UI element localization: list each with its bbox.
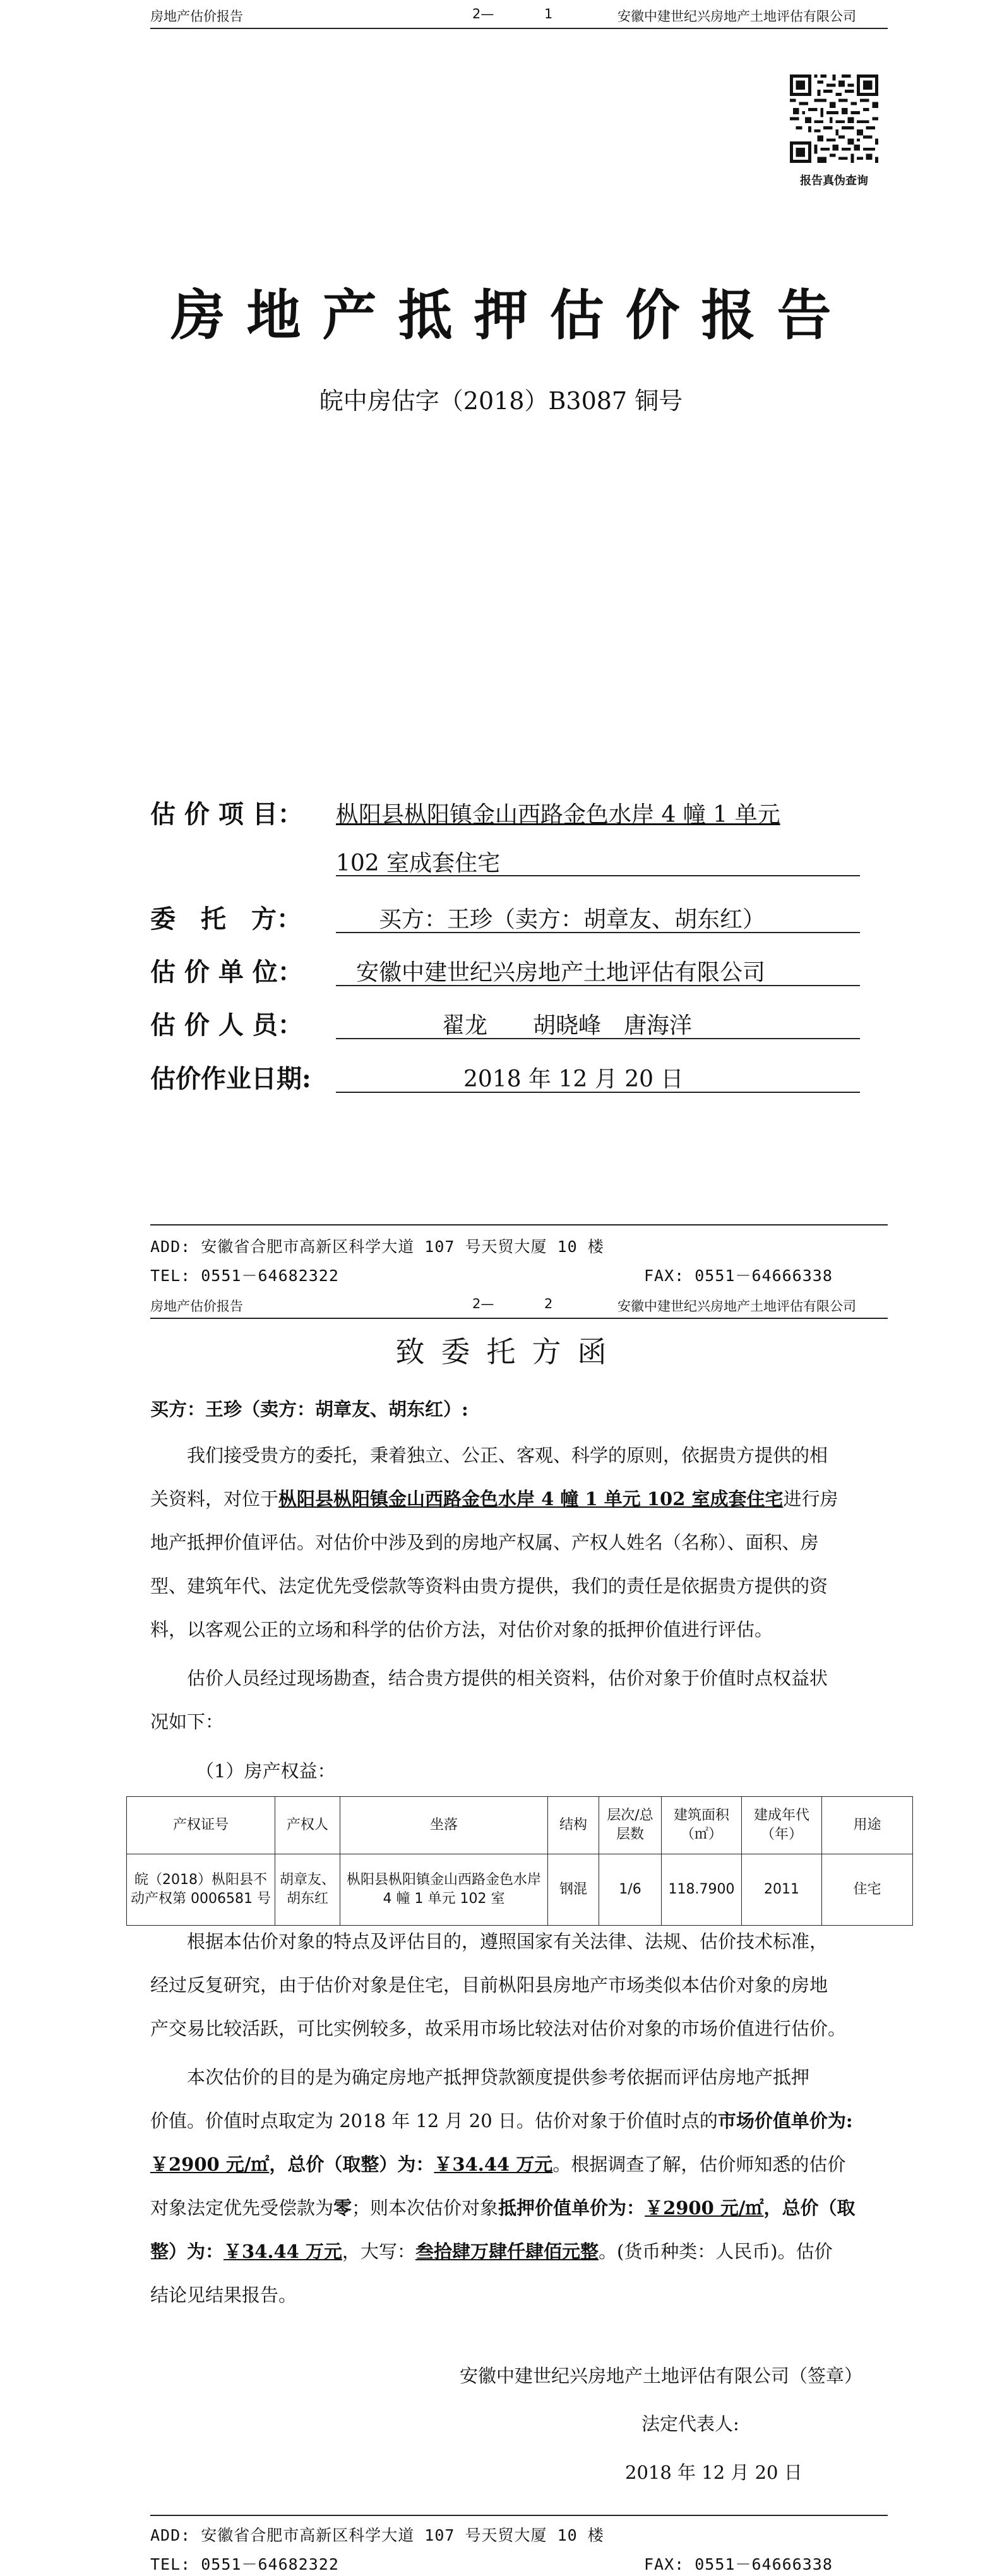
salutation: 买方：王珍（卖方：胡章友、胡东红）: [150,1398,468,1420]
header-rule [150,28,888,29]
p1-line2-c: 进行房 [783,1488,838,1510]
amount-in-words: 叁拾肆万肆仟肆佰元整 [415,2241,599,2262]
p4-line1: 本次估价的目的是为确定房地产抵押贷款额度提供参考依据而评估房地产抵押 [187,2066,810,2088]
p2-line1: 估价人员经过现场勘查，结合贵方提供的相关资料，估价对象于价值时点权益状 [187,1667,828,1689]
table-header-cell: 产权人 [275,1797,340,1854]
p2-line2: 况如下： [150,1711,224,1732]
project-value-line1: 枞阳县枞阳镇金山西路金色水岸 4 幢 1 单元 [336,802,780,828]
footer-rule [150,2515,888,2516]
p1-line3: 地产抵押价值评估。对估价中涉及到的房地产权属、产权人姓名（名称）、面积、房 [150,1532,819,1553]
p4-line5 [150,2230,888,2274]
table-cell: 住宅 [822,1854,913,1926]
report-title: 房地产抵押估价报告 [170,283,853,347]
table-header-row [127,1797,913,1854]
priority-payment-value: 零 [333,2197,352,2219]
project-underline [336,875,860,876]
p4-line6: 结论见结果报告。 [150,2284,297,2306]
p3-line2: 经过反复研究，由于估价对象是住宅，目前枞阳县房地产市场类似本估价对象的房地 [150,1974,828,1996]
p3-line1: 根据本估价对象的特点及评估目的，遵照国家有关法律、法规、估价技术标准， [187,1931,828,1952]
p1-line2 [150,1477,888,1521]
signature-date: 2018 年 12 月 20 日 [625,2462,802,2483]
table-cell: 钢混 [548,1854,599,1926]
p1-line5: 料，以客观公正的立场和科学的估价方法，对估价对象的抵押价值进行评估。 [150,1619,773,1640]
footer-address: ADD: 安徽省合肥市高新区科学大道 107 号天贸大厦 10 楼 [150,1237,604,1256]
p4-line2-a: 价值。价值时点取定为 2018 年 12 月 20 日。估价对象于价值时点的 [150,2110,718,2132]
legal-representative: 法定代表人: [641,2413,739,2435]
appraisers-value: 翟龙 胡晓峰 唐海洋 [442,1013,693,1039]
header-left-text: 房地产估价报告 [150,9,243,24]
org-label: 估 价 单 位： [150,957,303,987]
mortgage-total-label-cont: 整）为： [150,2241,224,2262]
table-cell: 枞阳县枞阳镇金山西路金色水岸 4 幢 1 单元 102 室 [340,1854,548,1926]
p4-line5-e: 。(货币种类：人民币)。估价 [598,2241,833,2262]
header-left-text: 房地产估价报告 [150,1299,243,1314]
footer-rule [150,1224,888,1225]
header-right-text: 安徽中建世纪兴房地产土地评估有限公司 [617,9,856,24]
table-cell: 1/6 [599,1854,662,1926]
p1-line1: 我们接受贵方的委托，秉着独立、公正、客观、科学的原则，依据贵方提供的相 [187,1445,828,1466]
market-unit-price-label: 市场价值单价为: [717,2110,853,2132]
footer-address: ADD: 安徽省合肥市高新区科学大道 107 号天贸大厦 10 楼 [150,2526,604,2544]
header-page-number: 1 [544,6,553,21]
p4-line2 [150,2099,888,2143]
table-header-cell: 建成年代（年） [742,1797,822,1854]
rights-heading: （1）房产权益： [196,1760,336,1782]
p1-line4: 型、建筑年代、法定优先受偿款等资料由贵方提供，我们的责任是依据贵方提供的资 [150,1575,828,1597]
table-row [127,1854,913,1926]
org-value: 安徽中建世纪兴房地产土地评估有限公司 [356,960,766,986]
table-header-cell: 建筑面积（㎡） [662,1797,742,1854]
mortgage-unit-price: ￥2900 元/㎡ [645,2197,764,2219]
header-page-prefix: 2— [472,6,494,21]
market-total-label: ，总价（取整）为： [269,2154,434,2175]
table-header-cell: 产权证号 [127,1797,275,1854]
letter-title: 致委托方函 [395,1335,623,1369]
mortgage-unit-price-label: 抵押价值单价为： [498,2197,645,2219]
appraisers-underline [336,1038,860,1039]
p1-line2-a: 关资料，对位于 [150,1488,279,1510]
footer-tel: TEL: 0551－64682322 [150,2555,339,2573]
signature-company: 安徽中建世纪兴房地产土地评估有限公司（签章） [460,2365,863,2387]
table-header-cell: 层次/总层数 [599,1797,662,1854]
p4-line4-a: 对象法定优先受偿款为 [150,2197,334,2219]
client-value: 买方：王珍（卖方：胡章友、胡东红） [379,907,766,933]
p4-line3-d: 。根据调查了解，估价师知悉的估价 [552,2154,846,2175]
header-rule [150,1318,888,1319]
market-total-price: ￥34.44 万元 [434,2154,553,2175]
p4-line4 [150,2186,888,2230]
footer-fax: FAX: 0551－64666338 [644,2555,833,2573]
p4-line5-c: ，大写： [342,2241,415,2262]
date-underline [336,1092,860,1093]
client-label: 委 托 方： [150,904,302,934]
table-cell: 胡章友、胡东红 [275,1854,340,1926]
market-unit-price: ￥2900 元/㎡ [150,2154,270,2175]
date-value: 2018 年 12 月 20 日 [463,1066,684,1092]
qr-code-icon [790,75,878,163]
date-label: 估价作业日期: [150,1064,311,1094]
header-page-number: 2 [544,1296,553,1311]
project-value-line2: 102 室成套住宅 [336,850,501,876]
table-cell: 皖（2018）枞阳县不动产权第 0006581 号 [127,1854,275,1926]
footer-fax: FAX: 0551－64666338 [644,1267,833,1285]
client-underline [336,932,860,933]
p3-line3: 产交易比较活跃，可比实例较多，故采用市场比较法对估价对象的市场价值进行估价。 [150,2018,847,2039]
qr-caption: 报告真伪查询 [800,174,868,188]
property-rights-table [126,1796,913,1926]
project-label: 估 价 项 目： [150,799,303,829]
mortgage-total-label: ，总价（取 [763,2197,856,2219]
p4-line3 [150,2143,888,2186]
table-header-cell: 结构 [548,1797,599,1854]
header-right-text: 安徽中建世纪兴房地产土地评估有限公司 [617,1299,856,1314]
org-underline [336,985,860,986]
footer-tel: TEL: 0551－64682322 [150,1267,339,1285]
header-page-prefix: 2— [472,1296,494,1311]
property-address-highlight: 枞阳县枞阳镇金山西路金色水岸 4 幢 1 单元 102 室成套住宅 [278,1488,784,1510]
table-cell: 118.7900 [662,1854,742,1926]
mortgage-total-price: ￥34.44 万元 [224,2241,342,2262]
p4-line4-c: ；则本次估价对象 [352,2197,499,2219]
table-cell: 2011 [742,1854,822,1926]
report-number: 皖中房估字（2018）B3087 铜号 [319,387,683,415]
appraisers-label: 估 价 人 员： [150,1010,303,1040]
table-header-cell: 用途 [822,1797,913,1854]
table-header-cell: 坐落 [340,1797,548,1854]
